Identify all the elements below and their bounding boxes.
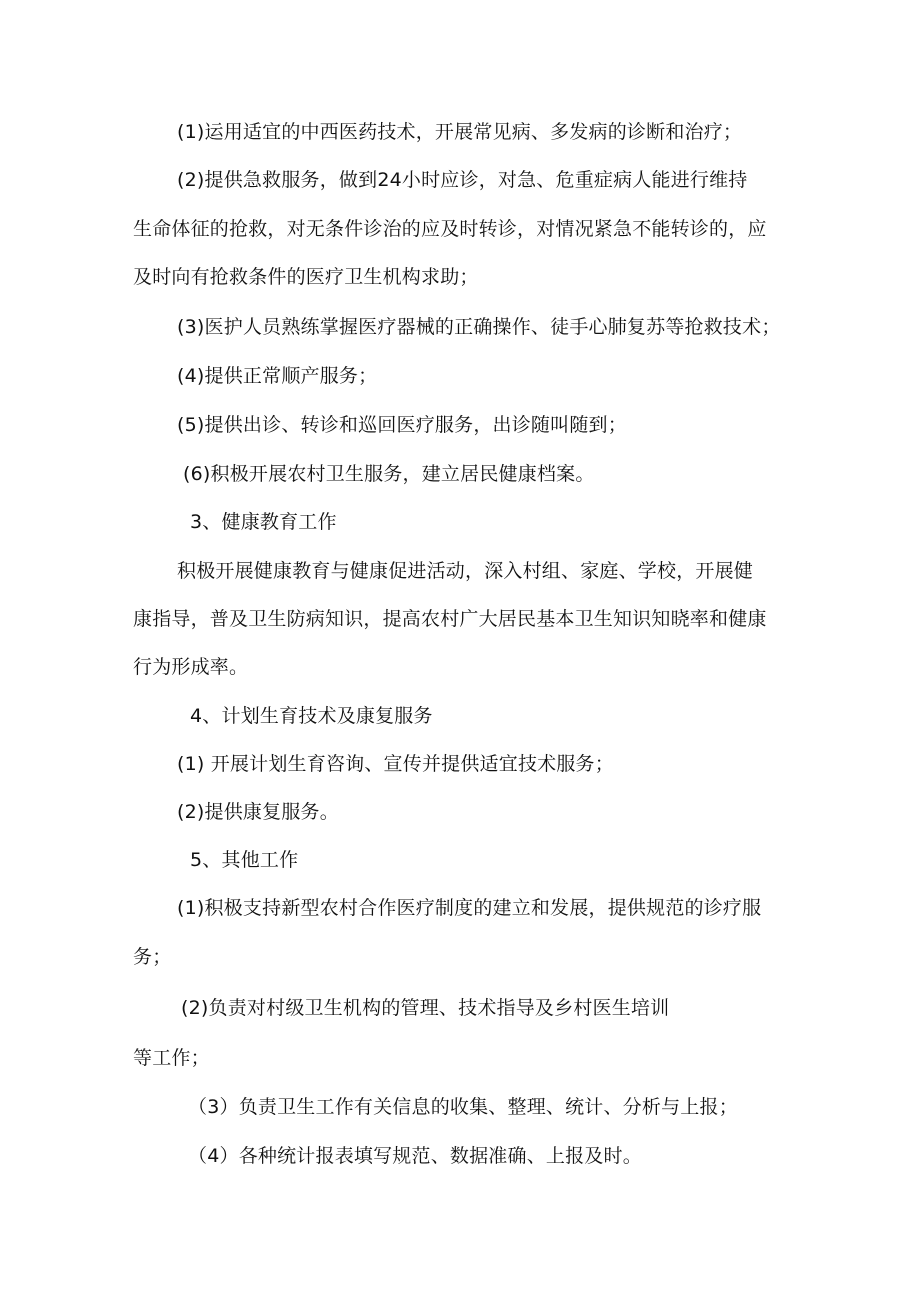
text-line-6: (4)提供正常顺产服务； [177,365,378,387]
text-line-20: 等工作； [133,1047,210,1069]
text-line-8: (6)积极开展农村卫生服务，建立居民健康档案。 [183,463,595,485]
text-line-3: 生命体征的抢救，对无条件诊治的应及时转诊，对情况紧急不能转诊的，应 [133,218,767,240]
text-line-7: (5)提供出诊、转诊和巡回医疗服务，出诊随叫随到； [177,414,627,436]
text-line-14: (1) 开展计划生育咨询、宣传并提供适宜技术服务； [177,753,614,775]
text-line-10: 积极开展健康教育与健康促进活动，深入村组、家庭、学校，开展健 [177,560,754,582]
text-line-19: (2)负责对村级卫生机构的管理、技术指导及乡村医生培训 [181,997,670,1019]
text-line-22: （4）各种统计报表填写规范、数据准确、上报及时。 [188,1145,642,1167]
text-line-4: 及时向有抢救条件的医疗卫生机构求助； [133,266,479,288]
section-heading-5: 5、其他工作 [190,849,299,871]
text-line-5: (3)医护人员熟练掌握医疗器械的正确操作、徒手心肺复苏等抢救技术； [177,316,781,338]
section-heading-3: 3、健康教育工作 [190,511,337,533]
text-line-1: (1)运用适宜的中西医药技术，开展常见病、多发病的诊断和治疗； [177,121,743,143]
text-line-21: （3）负责卫生工作有关信息的收集、整理、统计、分析与上报； [188,1096,738,1118]
text-line-11: 康指导，普及卫生防病知识，提高农村广大居民基本卫生知识知晓率和健康 [133,608,767,630]
text-line-12: 行为形成率。 [133,656,249,678]
text-line-17: (1)积极支持新型农村合作医疗制度的建立和发展，提供规范的诊疗服 [177,897,762,919]
section-heading-4: 4、计划生育技术及康复服务 [190,705,433,727]
text-line-2: (2)提供急救服务，做到24小时应诊，对急、危重症病人能进行维持 [177,169,748,191]
text-line-15: (2)提供康复服务。 [177,801,339,823]
text-line-18: 务； [133,946,172,968]
